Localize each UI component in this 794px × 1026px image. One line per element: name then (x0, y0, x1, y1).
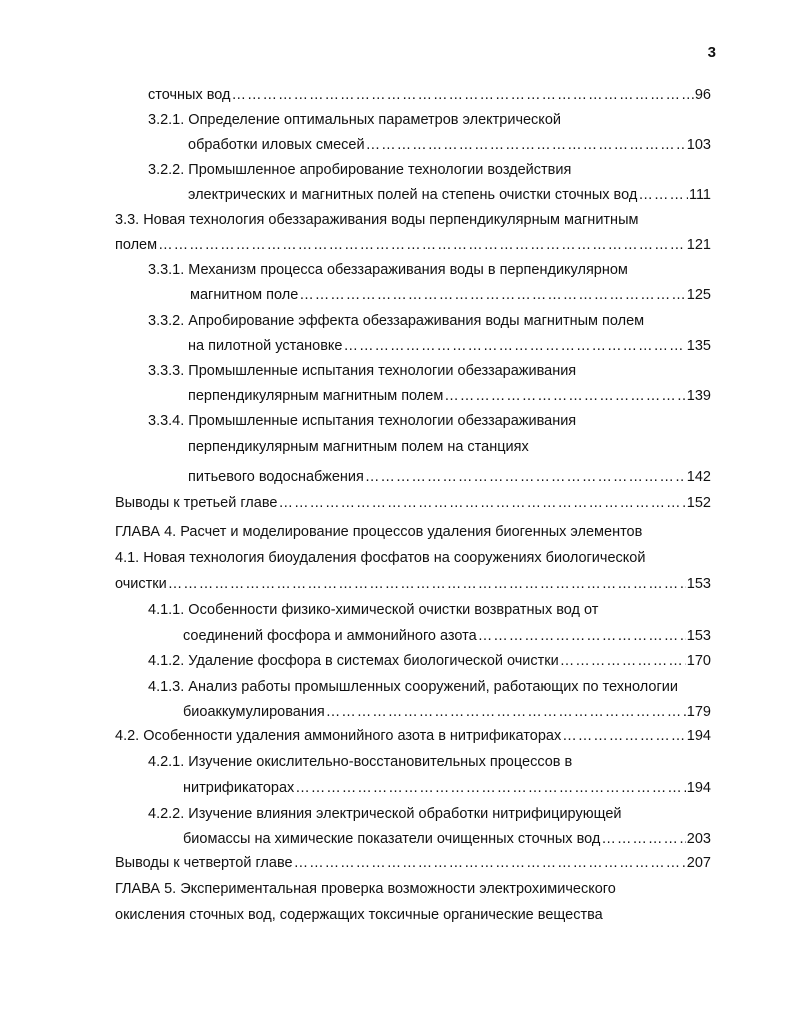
toc-entry-text: ГЛАВА 4. Расчет и моделирование процессов удаления биогенных элементов (115, 524, 643, 540)
toc-line (0, 134, 794, 156)
toc-entry-text: электрических и магнитных полей на степень очистки сточных вод (188, 187, 638, 203)
toc-line (0, 159, 794, 181)
toc-entry-text: соединений фосфора и аммонийного азота (183, 628, 477, 644)
toc-entry-page: 152 (686, 495, 711, 511)
toc-entry-page: 125 (686, 287, 711, 303)
toc-line (0, 599, 794, 621)
toc-entry-text: обработки иловых смесей (188, 137, 365, 153)
toc-entry-text: окисления сточных вод, содержащих токсичные органические вещества (115, 907, 603, 923)
toc-line (0, 284, 794, 306)
toc-entry-text: ГЛАВА 5. Экспериментальная проверка возможности электрохимического (115, 881, 616, 897)
toc-entry-text: перпендикулярным магнитным полем (188, 388, 444, 404)
toc-entry-page: 135 (686, 338, 711, 354)
toc-entry-page: 194 (686, 728, 711, 744)
toc-entry-text: 3.3.4. Промышленные испытания технологии обеззараживания (148, 413, 577, 429)
toc-line (0, 573, 794, 595)
toc-entry-text: 4.2.1. Изучение окислительно-восстановительных процессов в (148, 754, 573, 770)
toc-line (0, 803, 794, 825)
toc-line (0, 852, 794, 874)
toc-entry-text: 4.2. Особенности удаления аммонийного азота в нитрификаторах (115, 728, 562, 744)
toc-line (0, 385, 794, 407)
toc-entry-text: сточных вод (148, 87, 231, 103)
toc-entry-text: 3.3.1. Механизм процесса обеззараживания воды в перпендикулярном (148, 262, 628, 278)
toc-entry-page: 153 (686, 576, 711, 592)
toc-entry-text: на пилотной установке (188, 338, 343, 354)
toc-entry-page: 179 (686, 704, 711, 720)
toc-entry-page: 203 (686, 831, 711, 847)
toc-entry-text: 4.1. Новая технология биоудаления фосфатов на сооружениях биологической (115, 550, 646, 566)
toc-line (0, 466, 794, 488)
toc-entry-text: 3.3.2. Апробирование эффекта обеззараживания воды магнитным полем (148, 313, 645, 329)
toc-entry-text: 4.1.2. Удаление фосфора в системах биологической очистки (148, 653, 559, 669)
toc-entry-page: 194 (686, 780, 711, 796)
toc-line (0, 625, 794, 647)
toc-line (0, 521, 794, 543)
toc-entry-text: питьевого водоснабжения (188, 469, 364, 485)
toc-entry-text: 4.1.1. Особенности физико-химической очистки возвратных вод от (148, 602, 599, 618)
toc-line (0, 547, 794, 569)
toc-entry-text: 3.2.2. Промышленное апробирование технологии воздействия (148, 162, 572, 178)
toc-entry-text: перпендикулярным магнитным полем на станциях (188, 439, 529, 455)
toc-line (0, 701, 794, 723)
toc-entry-page: 142 (686, 469, 711, 485)
toc-entry-page: 121 (686, 237, 711, 253)
toc-entry-page: 103 (686, 137, 711, 153)
toc-entry-text: нитрификаторах (183, 780, 295, 796)
toc-line (0, 184, 794, 206)
toc-line (0, 878, 794, 900)
toc-line (0, 84, 794, 106)
toc-line (0, 436, 794, 458)
toc-line (0, 109, 794, 131)
toc-line (0, 234, 794, 256)
toc-line (0, 259, 794, 281)
toc-entry-text: Выводы к третьей главе (115, 495, 278, 511)
toc-entry-page: 96 (694, 87, 711, 103)
toc-entry-text: 3.3.3. Промышленные испытания технологии обеззараживания (148, 363, 577, 379)
toc-line (0, 904, 794, 926)
toc-entry-page: 139 (686, 388, 711, 404)
toc-entry-page: 111 (688, 187, 711, 203)
toc-line (0, 676, 794, 698)
toc-entry-text: полем (115, 237, 158, 253)
toc-entry-text: биомассы на химические показатели очищенных сточных вод (183, 831, 601, 847)
page-number: 3 (707, 44, 716, 61)
toc-line (0, 492, 794, 514)
toc-line (0, 725, 794, 747)
toc-line (0, 777, 794, 799)
toc-entry-text: 4.1.3. Анализ работы промышленных сооружений, работающих по технологии (148, 679, 678, 695)
toc-entry-text: 3.2.1. Определение оптимальных параметров электрической (148, 112, 561, 128)
toc-entry-text: 3.3. Новая технология обеззараживания воды перпендикулярным магнитным (115, 212, 639, 228)
toc-entry-text: магнитном поле (190, 287, 299, 303)
toc-entry-text: Выводы к четвертой главе (115, 855, 293, 871)
toc-line (0, 335, 794, 357)
toc-line (0, 828, 794, 850)
toc-line (0, 360, 794, 382)
toc-line (0, 650, 794, 672)
toc-line (0, 310, 794, 332)
toc-entry-text: биоаккумулирования (183, 704, 325, 720)
toc-entry-page: 207 (686, 855, 711, 871)
toc-entry-text: 4.2.2. Изучение влияния электрической обработки нитрифицирующей (148, 806, 622, 822)
toc-line (0, 209, 794, 231)
toc-entry-page: 153 (686, 628, 711, 644)
toc-entry-page: 170 (686, 653, 711, 669)
toc-line (0, 751, 794, 773)
toc-entry-text: очистки (115, 576, 167, 592)
toc-line (0, 410, 794, 432)
